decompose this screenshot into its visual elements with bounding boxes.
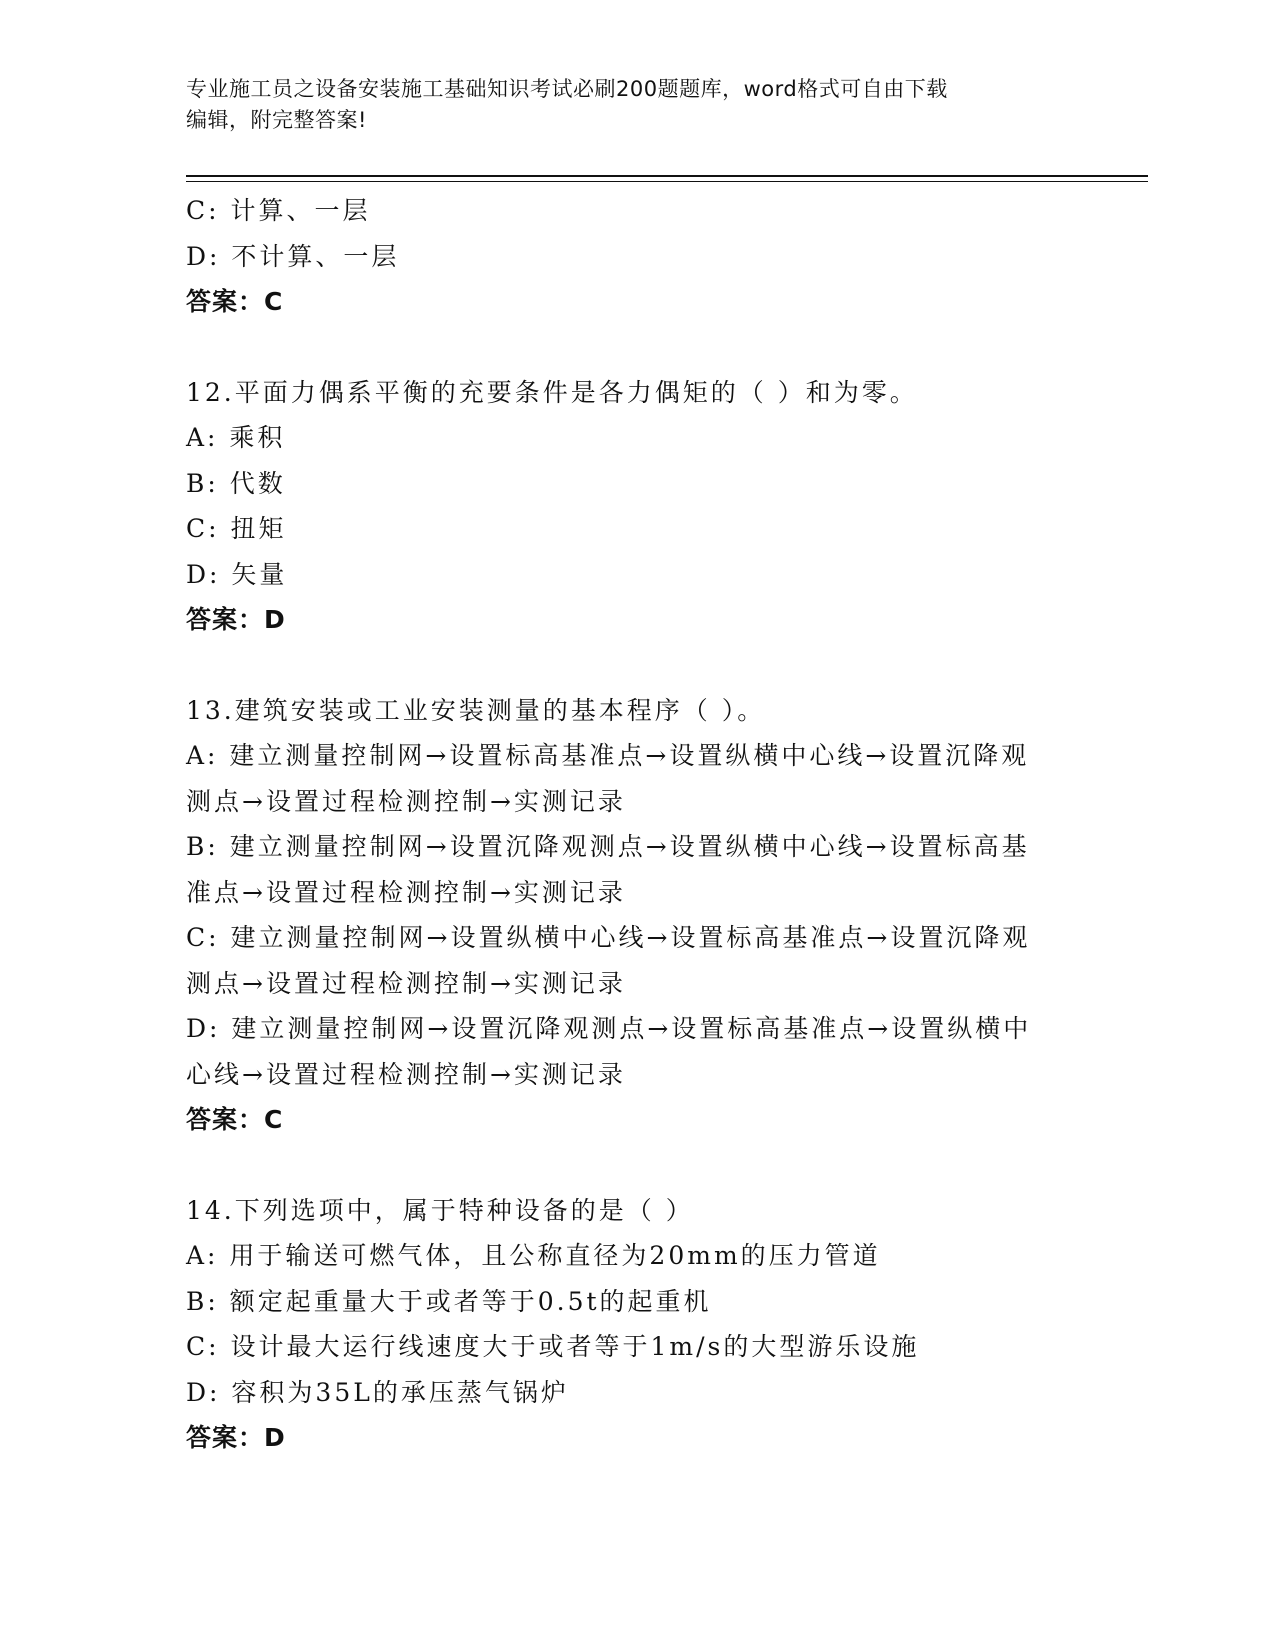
spacer bbox=[186, 325, 1086, 370]
question-14 bbox=[186, 1188, 1086, 1461]
header-divider-thin bbox=[186, 181, 1148, 182]
option-c: C: 计算、一层 bbox=[186, 196, 371, 225]
header-divider-thick bbox=[186, 175, 1148, 177]
question-list bbox=[186, 188, 1086, 1461]
option-c-line-1: C: 建立测量控制网→设置纵横中心线→设置标高基准点→设置沉降观 bbox=[186, 923, 1031, 952]
header-title-line-2: 编辑，附完整答案! bbox=[186, 108, 367, 132]
option-b: B: 代数 bbox=[186, 468, 286, 498]
document-header bbox=[186, 74, 1086, 136]
option-b-line-1: B: 建立测量控制网→设置沉降观测点→设置纵横中心线→设置标高基 bbox=[186, 832, 1030, 861]
option-d: D: 容积为35L的承压蒸气锅炉 bbox=[186, 1377, 569, 1407]
option-a-line-2: 测点→设置过程检测控制→实测记录 bbox=[186, 786, 626, 816]
option-a-line-1: A: 建立测量控制网→设置标高基准点→设置纵横中心线→设置沉降观 bbox=[186, 741, 1030, 770]
question-stem: 12.平面力偶系平衡的充要条件是各力偶矩的（ ）和为零。 bbox=[186, 377, 918, 407]
question-stem: 13.建筑安装或工业安装测量的基本程序（ ）。 bbox=[186, 695, 766, 725]
option-b-line-2: 准点→设置过程检测控制→实测记录 bbox=[186, 877, 626, 907]
spacer bbox=[186, 643, 1086, 688]
option-d: D: 矢量 bbox=[186, 559, 288, 589]
question-13 bbox=[186, 688, 1086, 1143]
option-a: A: 乘积 bbox=[186, 423, 286, 452]
question-11-tail bbox=[186, 188, 1086, 325]
option-d: D: 不计算、一层 bbox=[186, 241, 400, 271]
answer-line: 答案：C bbox=[186, 1105, 284, 1134]
option-c-line-2: 测点→设置过程检测控制→实测记录 bbox=[186, 968, 626, 998]
option-d-line-2: 心线→设置过程检测控制→实测记录 bbox=[186, 1059, 626, 1089]
option-c: C: 扭矩 bbox=[186, 514, 287, 543]
answer-line: 答案：D bbox=[186, 605, 286, 634]
option-c: C: 设计最大运行线速度大于或者等于1m/s的大型游乐设施 bbox=[186, 1332, 920, 1361]
option-b: B: 额定起重量大于或者等于0.5t的起重机 bbox=[186, 1286, 712, 1316]
question-12 bbox=[186, 370, 1086, 643]
question-stem: 14.下列选项中，属于特种设备的是（ ） bbox=[186, 1195, 694, 1225]
answer-line: 答案：C bbox=[186, 287, 284, 316]
option-a: A: 用于输送可燃气体，且公称直径为20mm的压力管道 bbox=[186, 1241, 881, 1270]
option-d-line-1: D: 建立测量控制网→设置沉降观测点→设置标高基准点→设置纵横中 bbox=[186, 1014, 1032, 1043]
header-title-line-1: 专业施工员之设备安装施工基础知识考试必刷200题题库，word格式可自由下载 bbox=[186, 77, 948, 101]
spacer bbox=[186, 1143, 1086, 1188]
answer-line: 答案：D bbox=[186, 1423, 286, 1452]
